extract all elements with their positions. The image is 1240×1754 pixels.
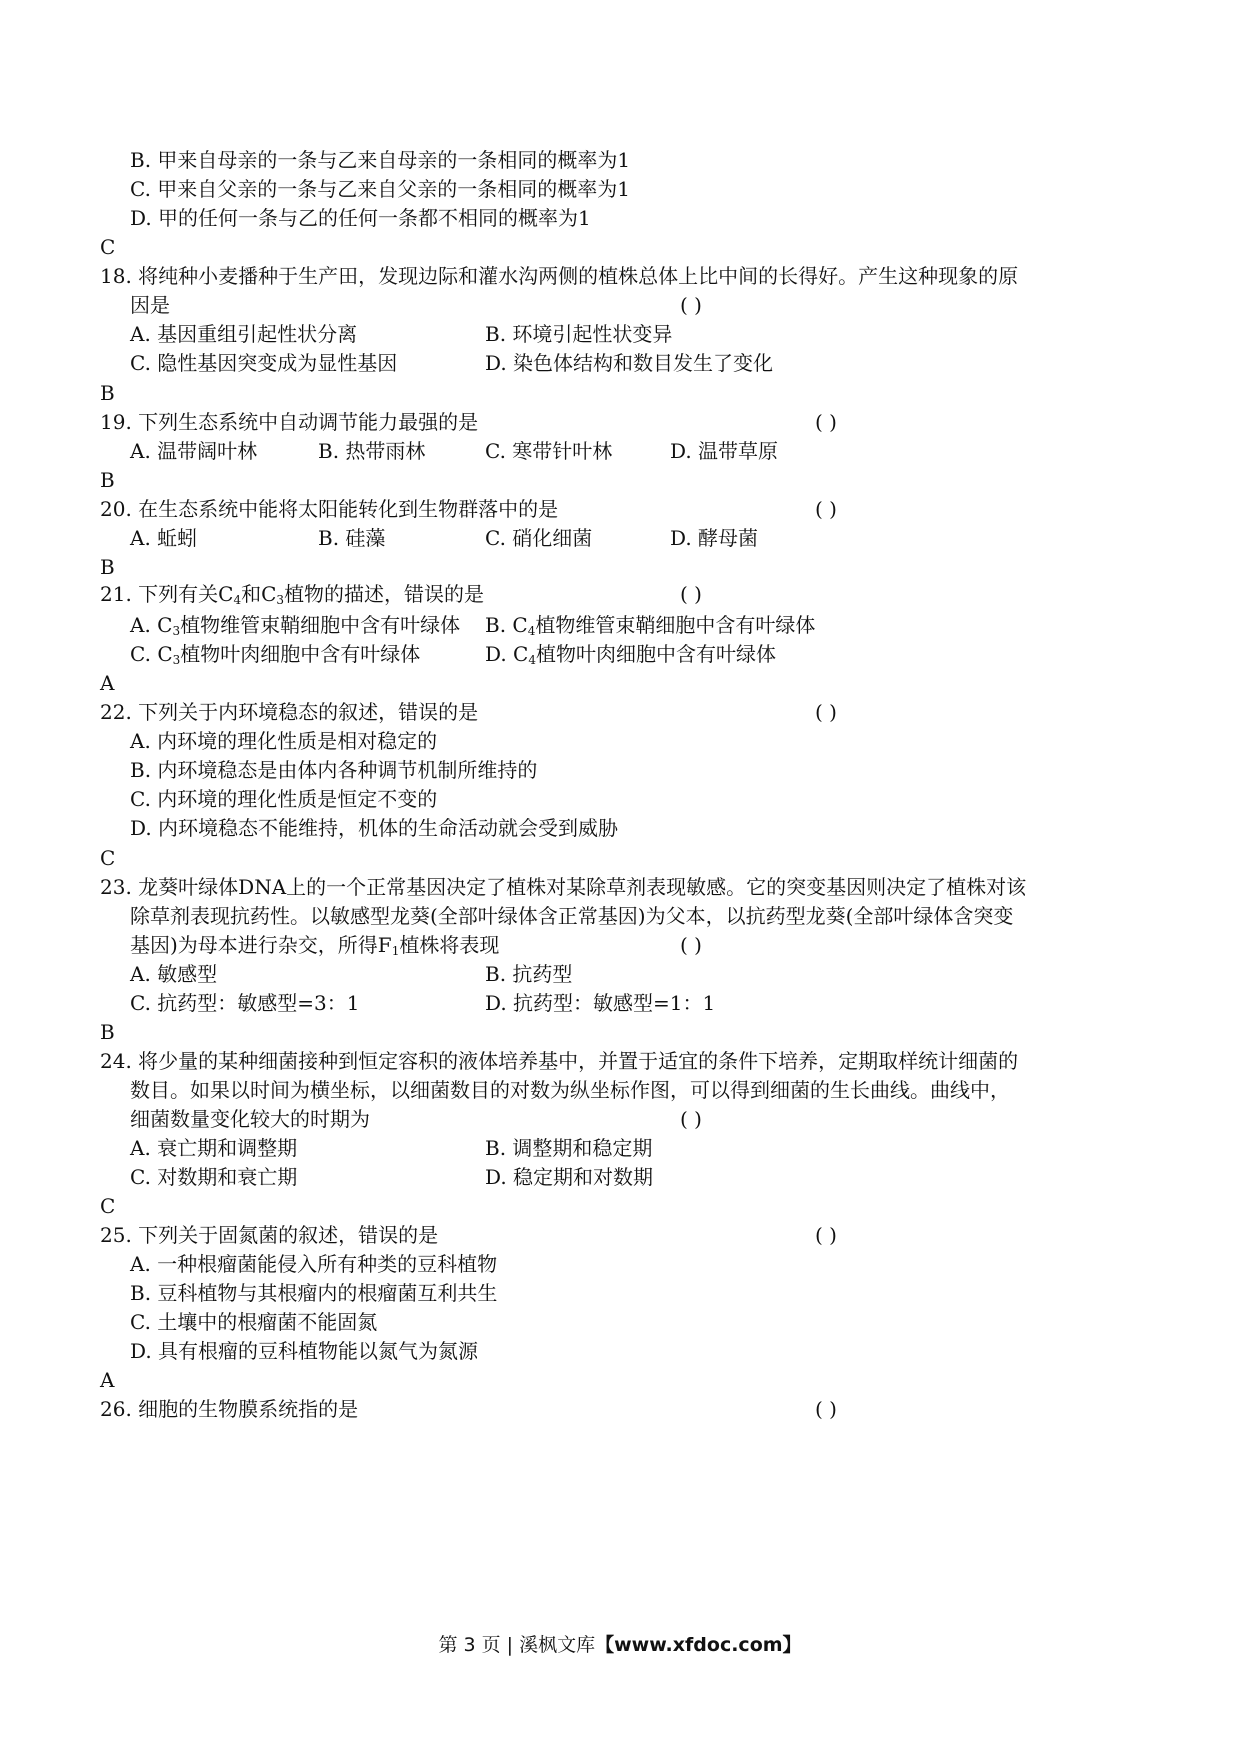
q24-option-d: D. 稳定期和对数期 <box>485 1165 654 1189</box>
q17-option-d: D. 甲的任何一条与乙的任何一条都不相同的概率为1 <box>130 206 591 230</box>
q18-stem-line2: 因是 <box>130 293 170 317</box>
page-footer <box>0 1632 1240 1658</box>
q23-option-b: B. 抗药型 <box>485 962 573 986</box>
q19-option-a: A. 温带阔叶林 <box>130 439 258 463</box>
q24-option-b: B. 调整期和稳定期 <box>485 1136 653 1160</box>
q19-option-d: D. 温带草原 <box>670 439 779 463</box>
q25-option-d: D. 具有根瘤的豆科植物能以氮气为氮源 <box>130 1339 479 1363</box>
site-link[interactable]: 【www.xfdoc.com】 <box>595 1634 802 1656</box>
q24-answer: C <box>100 1194 116 1218</box>
q18-answer: B <box>100 381 115 405</box>
q21-stem: 21. 下列有关$C_4$和$C_3$植物的描述，错误的是 <box>100 582 485 607</box>
page-number-label: 第 3 页 | 溪枫文库 <box>438 1634 596 1656</box>
q21-option-d: D. $C_4$植物叶肉细胞中含有叶绿体 <box>485 642 776 667</box>
q20-answer-blank: ( ) <box>815 497 837 521</box>
q22-answer-blank: ( ) <box>815 700 837 724</box>
q21-option-b: B. $C_4$植物维管束鞘细胞中含有叶绿体 <box>485 613 816 638</box>
q24-stem-line3: 细菌数量变化较大的时期为 <box>130 1107 370 1131</box>
q23-option-a: A. 敏感型 <box>130 962 218 986</box>
q20-option-c: C. 硝化细菌 <box>485 526 593 550</box>
q24-stem-line2: 数目。如果以时间为横坐标，以细菌数目的对数为纵坐标作图，可以得到细菌的生长曲线。曲线中， <box>130 1078 1010 1102</box>
q25-answer-blank: ( ) <box>815 1223 837 1247</box>
q24-option-c: C. 对数期和衰亡期 <box>130 1165 298 1189</box>
q25-stem: 25. 下列关于固氮菌的叙述，错误的是 <box>100 1223 439 1247</box>
q20-stem: 20. 在生态系统中能将太阳能转化到生物群落中的是 <box>100 497 559 521</box>
q21-answer: A <box>100 671 115 695</box>
q23-option-d: D. 抗药型：敏感型=1：1 <box>485 991 716 1015</box>
q24-answer-blank: ( ) <box>680 1107 702 1131</box>
q19-option-c: C. 寒带针叶林 <box>485 439 613 463</box>
q18-option-b: B. 环境引起性状变异 <box>485 322 673 346</box>
q25-option-a: A. 一种根瘤菌能侵入所有种类的豆科植物 <box>130 1252 498 1276</box>
q26-answer-blank: ( ) <box>815 1397 837 1421</box>
q22-option-d: D. 内环境稳态不能维持，机体的生命活动就会受到威胁 <box>130 816 619 840</box>
q22-answer: C <box>100 846 116 870</box>
q22-option-a: A. 内环境的理化性质是相对稳定的 <box>130 729 438 753</box>
q23-answer: B <box>100 1020 115 1044</box>
q18-answer-blank: ( ) <box>680 293 702 317</box>
q17-option-c: C. 甲来自父亲的一条与乙来自父亲的一条相同的概率为1 <box>130 177 631 201</box>
q21-answer-blank: ( ) <box>680 582 702 606</box>
q24-option-a: A. 衰亡期和调整期 <box>130 1136 298 1160</box>
q20-option-d: D. 酵母菌 <box>670 526 759 550</box>
q19-answer-blank: ( ) <box>815 410 837 434</box>
q18-option-a: A. 基因重组引起性状分离 <box>130 322 358 346</box>
q18-option-c: C. 隐性基因突变成为显性基因 <box>130 351 398 375</box>
q22-option-b: B. 内环境稳态是由体内各种调节机制所维持的 <box>130 758 538 782</box>
q21-option-a: A. $C_3$植物维管束鞘细胞中含有叶绿体 <box>130 613 461 638</box>
q20-answer: B <box>100 555 115 579</box>
q22-option-c: C. 内环境的理化性质是恒定不变的 <box>130 787 438 811</box>
q18-option-d: D. 染色体结构和数目发生了变化 <box>485 351 774 375</box>
q23-stem-line1: 23. 龙葵叶绿体DNA上的一个正常基因决定了植株对某除草剂表现敏感。它的突变基因则决定了植株对该 <box>100 875 1027 899</box>
q23-answer-blank: ( ) <box>680 933 702 957</box>
q20-option-b: B. 硅藻 <box>318 526 386 550</box>
q23-option-c: C. 抗药型：敏感型=3：1 <box>130 991 360 1015</box>
q25-option-c: C. 土壤中的根瘤菌不能固氮 <box>130 1310 378 1334</box>
q23-stem-line2: 除草剂表现抗药性。以敏感型龙葵(全部叶绿体含正常基因)为父本，以抗药型龙葵(全部叶绿体含突变 <box>130 904 1014 928</box>
q20-option-a: A. 蚯蚓 <box>130 526 198 550</box>
q17-answer: C <box>100 235 116 259</box>
q19-stem: 19. 下列生态系统中自动调节能力最强的是 <box>100 410 479 434</box>
q17-option-b: B. 甲来自母亲的一条与乙来自母亲的一条相同的概率为1 <box>130 148 631 172</box>
q19-answer: B <box>100 468 115 492</box>
q25-option-b: B. 豆科植物与其根瘤内的根瘤菌互利共生 <box>130 1281 498 1305</box>
q18-stem-line1: 18. 将纯种小麦播种于生产田，发现边际和灌水沟两侧的植株总体上比中间的长得好。产生这种现象的原 <box>100 264 1019 288</box>
q22-stem: 22. 下列关于内环境稳态的叙述，错误的是 <box>100 700 479 724</box>
q23-stem-line3: 基因)为母本进行杂交，所得$F_1$植株将表现 <box>130 933 500 958</box>
q26-stem: 26. 细胞的生物膜系统指的是 <box>100 1397 359 1421</box>
q24-stem-line1: 24. 将少量的某种细菌接种到恒定容积的液体培养基中，并置于适宜的条件下培养，定期取样统计细菌的 <box>100 1049 1019 1073</box>
q19-option-b: B. 热带雨林 <box>318 439 426 463</box>
q21-option-c: C. $C_3$植物叶肉细胞中含有叶绿体 <box>130 642 421 667</box>
q25-answer: A <box>100 1368 115 1392</box>
